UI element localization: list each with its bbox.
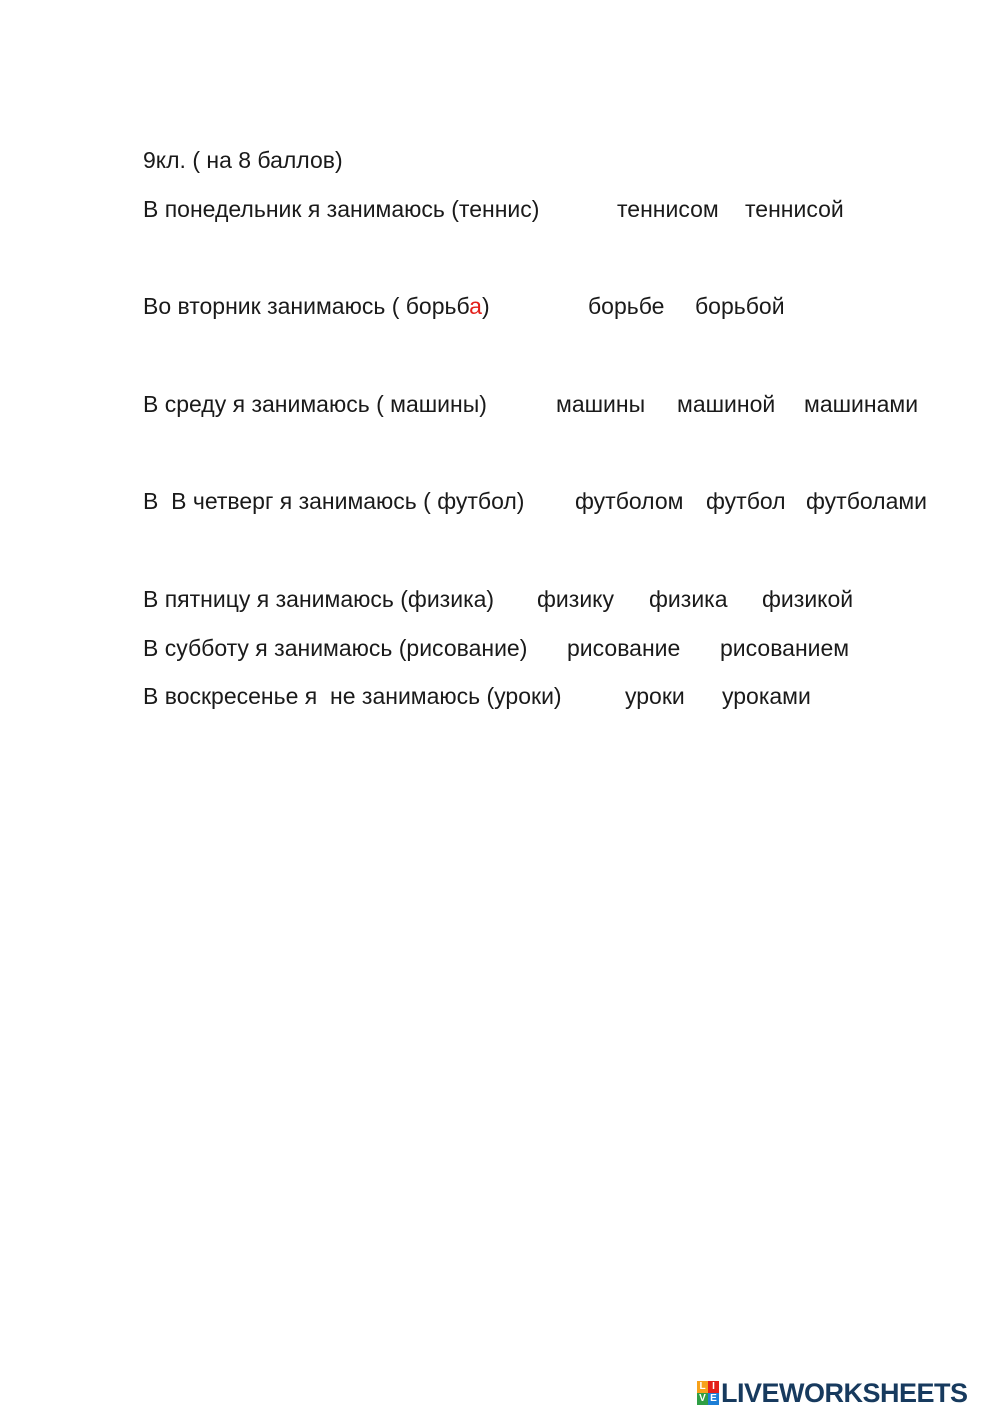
sentence-sunday: В воскресенье я не занимаюсь (уроки): [143, 683, 562, 709]
option-monday-1[interactable]: теннисом: [617, 196, 719, 222]
sentence-friday: В пятницу я занимаюсь (физика): [143, 586, 495, 612]
sentence-thursday: В В четверг я занимаюсь ( футбол): [143, 488, 525, 514]
option-tuesday-2[interactable]: борьбой: [695, 293, 785, 319]
option-wednesday-3[interactable]: машинами: [804, 391, 919, 417]
logo-mark-letter: L: [697, 1381, 708, 1393]
logo-mark-letter: E: [708, 1393, 719, 1405]
logo-mark-icon: [697, 1381, 719, 1405]
option-wednesday-1[interactable]: машины: [556, 391, 646, 417]
logo-text: LIVEWORKSHEETS: [721, 1378, 968, 1408]
logo-mark-letter: V: [697, 1393, 708, 1405]
option-saturday-1[interactable]: рисование: [567, 635, 681, 661]
sentence-saturday: В субботу я занимаюсь (рисование): [143, 635, 528, 661]
option-sunday-2[interactable]: уроками: [722, 683, 811, 709]
option-thursday-2[interactable]: футбол: [706, 488, 786, 514]
option-friday-2[interactable]: физика: [649, 586, 728, 612]
option-wednesday-2[interactable]: машиной: [677, 391, 776, 417]
option-friday-3[interactable]: физикой: [762, 586, 854, 612]
option-sunday-1[interactable]: уроки: [625, 683, 685, 709]
option-tuesday-1[interactable]: борьбе: [588, 293, 665, 319]
option-thursday-3[interactable]: футболами: [806, 488, 928, 514]
sentence-tuesday: [143, 292, 490, 320]
logo-mark-letter: I: [708, 1381, 719, 1393]
sentence-tuesday-suffix: ): [481, 293, 490, 319]
sentence-tuesday-highlight: а: [469, 293, 482, 319]
sentence-monday: В понедельник я занимаюсь (теннис): [143, 196, 540, 222]
option-thursday-1[interactable]: футболом: [575, 488, 684, 514]
option-saturday-2[interactable]: рисованием: [720, 635, 850, 661]
liveworksheets-logo: [697, 1378, 968, 1408]
sentence-wednesday: В среду я занимаюсь ( машины): [143, 391, 487, 417]
sentence-tuesday-prefix: Во вторник занимаюсь ( борьб: [143, 293, 470, 319]
option-friday-1[interactable]: физику: [537, 586, 614, 612]
worksheet-header: 9кл. ( на 8 баллов): [143, 147, 343, 173]
option-monday-2[interactable]: теннисой: [745, 196, 844, 222]
